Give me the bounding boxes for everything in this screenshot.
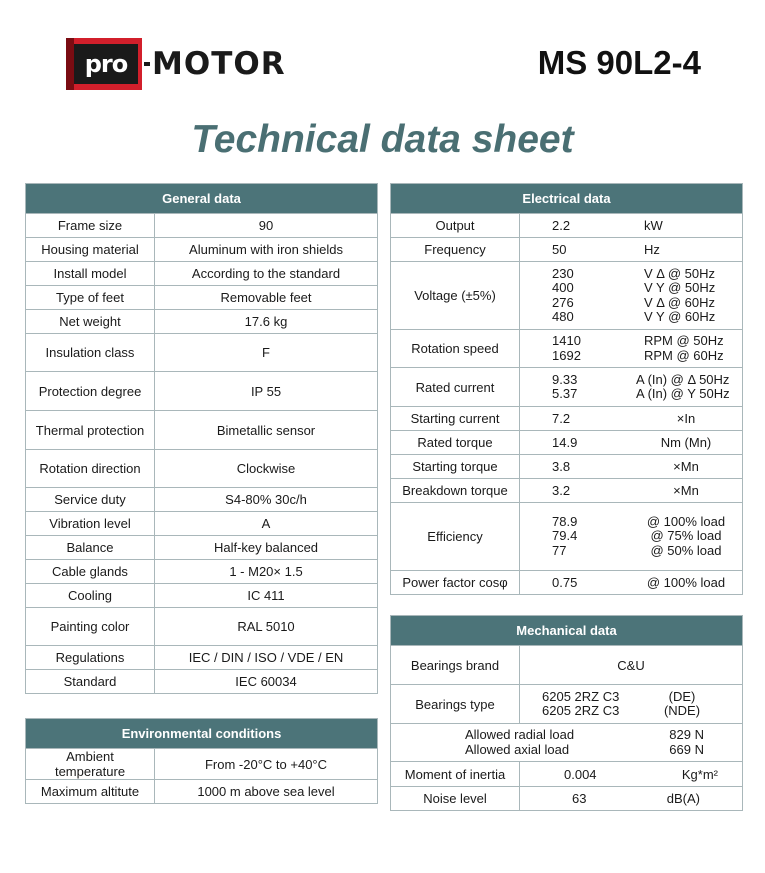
row-label: Voltage (±5%) xyxy=(391,262,520,330)
row-label: Starting current xyxy=(391,407,520,431)
row-label: Ambient temperature xyxy=(26,749,155,780)
row-value: S4-80% 30c/h xyxy=(155,488,378,512)
table-row xyxy=(391,214,743,238)
row-unit: V Y @ 60Hz xyxy=(644,309,716,324)
row-label: Output xyxy=(391,214,520,238)
row-label: Cable glands xyxy=(26,560,155,584)
row-value: 14.9 xyxy=(552,435,578,450)
mechanical-data-table xyxy=(390,615,743,811)
table-row xyxy=(26,670,378,694)
row-value: 276 xyxy=(552,294,574,310)
row-value: A xyxy=(155,512,378,536)
logo-word: MOTOR xyxy=(152,46,286,82)
table-row xyxy=(26,238,378,262)
row-value: 17.6 kg xyxy=(155,310,378,334)
row-label: Protection degree xyxy=(26,372,155,411)
row-value: Removable feet xyxy=(155,286,378,310)
table-row xyxy=(391,407,743,431)
row-label: Breakdown torque xyxy=(391,479,520,503)
row-label: Regulations xyxy=(26,646,155,670)
row-value: Bimetallic sensor xyxy=(155,411,378,450)
row-value: 6205 2RZ C3 xyxy=(542,703,620,718)
table-row xyxy=(391,571,743,595)
row-unit: ×Mn xyxy=(673,483,699,498)
row-label: Rated torque xyxy=(391,431,520,455)
row-unit: dB(A) xyxy=(666,791,700,806)
row-label: Rotation speed xyxy=(391,330,520,368)
row-unit: (NDE) xyxy=(663,703,701,718)
row-value: Aluminum with iron shields xyxy=(155,238,378,262)
row-value: Half-key balanced xyxy=(155,536,378,560)
table-row xyxy=(26,560,378,584)
row-value: C&U xyxy=(520,646,743,685)
table-row xyxy=(391,724,743,762)
mechanical-data-header: Mechanical data xyxy=(391,616,743,646)
table-row xyxy=(391,368,743,407)
row-label: Standard xyxy=(26,670,155,694)
row-value: 3.2 xyxy=(552,483,571,498)
row-label: Maximum altitute xyxy=(26,780,155,804)
row-unit: Hz xyxy=(644,242,660,257)
load-value: 669 N xyxy=(669,741,704,757)
row-label: Cooling xyxy=(26,584,155,608)
table-row xyxy=(391,262,743,330)
row-label: Net weight xyxy=(26,310,155,334)
row-label: Type of feet xyxy=(26,286,155,310)
row-value: 50 xyxy=(552,242,567,257)
row-unit: @ 75% load xyxy=(650,528,722,544)
row-value: RAL 5010 xyxy=(155,608,378,646)
row-value: 3.8 xyxy=(552,459,571,474)
row-value: 0.004 xyxy=(564,766,597,782)
row-unit: kW xyxy=(644,218,663,233)
row-value: 0.75 xyxy=(552,575,578,590)
load-label: Allowed axial load xyxy=(465,741,570,757)
row-value: 480 xyxy=(552,309,574,324)
row-unit: V Δ @ 60Hz xyxy=(644,294,716,310)
table-row xyxy=(26,310,378,334)
row-value: IC 411 xyxy=(155,584,378,608)
row-label: Rotation direction xyxy=(26,450,155,488)
row-label: Efficiency xyxy=(391,503,520,571)
table-row xyxy=(391,646,743,685)
table-row xyxy=(391,238,743,262)
row-unit: Nm (Mn) xyxy=(660,435,712,450)
row-value: 230 xyxy=(552,265,574,281)
table-row xyxy=(26,584,378,608)
table-row xyxy=(26,286,378,310)
model-number: MS 90L2-4 xyxy=(537,44,701,81)
row-label: Thermal protection xyxy=(26,411,155,450)
row-unit: @ 100% load xyxy=(646,575,726,590)
row-value: 1692 xyxy=(552,347,581,363)
row-value: 77 xyxy=(552,542,567,558)
row-unit: RPM @ 50Hz xyxy=(644,333,724,348)
table-row xyxy=(391,431,743,455)
row-value: 5.37 xyxy=(552,386,578,401)
table-row xyxy=(391,455,743,479)
row-value: 1410 xyxy=(552,333,581,348)
row-unit: A (In) @ Y 50Hz xyxy=(636,386,730,401)
row-value: IEC / DIN / ISO / VDE / EN xyxy=(155,646,378,670)
environment-header: Environmental conditions xyxy=(26,719,378,749)
table-row xyxy=(26,488,378,512)
table-row xyxy=(391,503,743,571)
row-value: IP 55 xyxy=(155,372,378,411)
row-value: 1 - M20× 1.5 xyxy=(155,560,378,584)
row-unit: (DE) xyxy=(668,688,696,704)
row-value: 1000 m above sea level xyxy=(155,780,378,804)
row-unit: V Y @ 50Hz xyxy=(644,280,716,295)
environment-table xyxy=(25,718,378,804)
row-value: According to the standard xyxy=(155,262,378,286)
row-unit: ×In xyxy=(676,411,696,426)
row-value: From -20°C to +40°C xyxy=(155,749,378,780)
electrical-data-header: Electrical data xyxy=(391,184,743,214)
load-label: Allowed radial load xyxy=(465,727,575,742)
table-row xyxy=(26,334,378,372)
row-unit: @ 100% load xyxy=(646,513,726,529)
logo-badge xyxy=(66,38,142,90)
row-label: Service duty xyxy=(26,488,155,512)
table-row xyxy=(26,780,378,804)
table-row xyxy=(26,512,378,536)
row-unit: A (In) @ Δ 50Hz xyxy=(636,371,730,387)
row-value: 63 xyxy=(572,791,587,806)
logo-badge-text: pro xyxy=(84,50,128,78)
row-label: Bearings brand xyxy=(391,646,520,685)
row-value: 400 xyxy=(552,280,574,295)
table-row xyxy=(391,762,743,787)
table-row xyxy=(391,787,743,811)
table-row xyxy=(391,330,743,368)
table-row xyxy=(391,685,743,724)
row-value: 2.2 xyxy=(552,218,571,233)
row-label: Frame size xyxy=(26,214,155,238)
row-label: Noise level xyxy=(391,787,520,811)
row-label: Install model xyxy=(26,262,155,286)
table-row xyxy=(26,411,378,450)
row-value: 6205 2RZ C3 xyxy=(542,688,620,704)
row-value: 78.9 xyxy=(552,513,578,529)
row-unit: @ 50% load xyxy=(650,542,722,558)
table-row xyxy=(26,608,378,646)
row-label: Frequency xyxy=(391,238,520,262)
brand-logo xyxy=(66,38,286,90)
row-label: Bearings type xyxy=(391,685,520,724)
table-row xyxy=(26,214,378,238)
table-row xyxy=(26,646,378,670)
row-value: IEC 60034 xyxy=(155,670,378,694)
row-label: Painting color xyxy=(26,608,155,646)
row-value: 79.4 xyxy=(552,528,578,544)
row-unit: RPM @ 60Hz xyxy=(644,347,724,363)
row-value: F xyxy=(155,334,378,372)
row-label: Rated current xyxy=(391,368,520,407)
row-label: Insulation class xyxy=(26,334,155,372)
page-title: Technical data sheet xyxy=(191,118,574,161)
table-row xyxy=(391,479,743,503)
general-data-table xyxy=(25,183,378,694)
row-value: Clockwise xyxy=(155,450,378,488)
electrical-data-table xyxy=(390,183,743,595)
row-unit: Kg*m² xyxy=(681,766,718,782)
general-data-header: General data xyxy=(26,184,378,214)
table-row xyxy=(26,262,378,286)
row-label: Balance xyxy=(26,536,155,560)
row-unit: V Δ @ 50Hz xyxy=(644,265,716,281)
row-label: Starting torque xyxy=(391,455,520,479)
row-label: Moment of inertia xyxy=(391,762,520,787)
table-row xyxy=(26,749,378,780)
row-value: 90 xyxy=(155,214,378,238)
row-value: 9.33 xyxy=(552,371,578,387)
row-label: Power factor cosφ xyxy=(391,571,520,595)
table-row xyxy=(26,450,378,488)
table-row xyxy=(26,372,378,411)
row-label: Housing material xyxy=(26,238,155,262)
table-row xyxy=(26,536,378,560)
row-label: Vibration level xyxy=(26,512,155,536)
row-value: 7.2 xyxy=(552,411,571,426)
row-unit: ×Mn xyxy=(673,459,699,474)
load-value: 829 N xyxy=(669,727,704,742)
